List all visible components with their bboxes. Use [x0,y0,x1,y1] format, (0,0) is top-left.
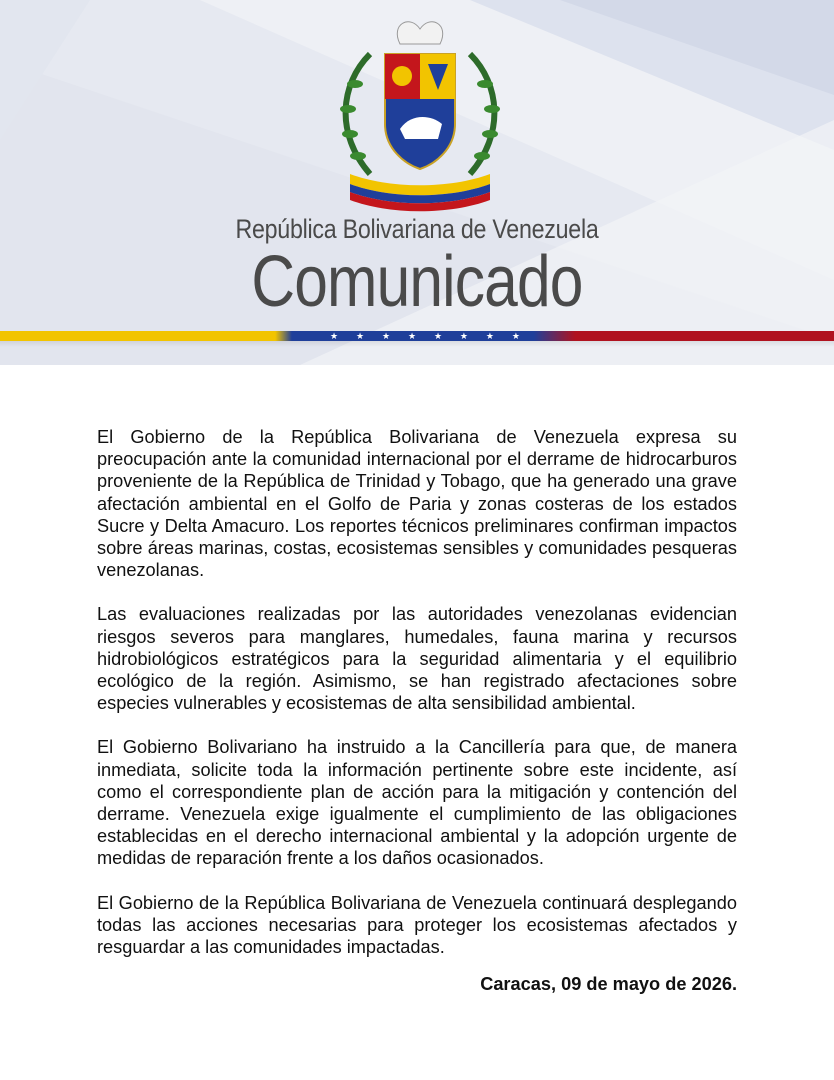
page-title: Comunicado [251,242,583,322]
communique-body [97,426,737,980]
paragraph: El Gobierno Bolivariano ha instruido a la Cancillería para que, de manera inmediata, solicite toda la información pertinente sobre este incidente, así como el correspondiente plan de acción para la mitigación y contención del derrame. Venezuela exige igualmente el cumplimiento de las obligaciones establecidas en el derecho internacional ambiental y la adopción urgente de medidas de reparación frente a los daños ocasionados. [97,737,737,869]
star-icon: ★ [485,331,494,341]
star-icon: ★ [381,331,391,341]
stripe-shadow [0,341,834,347]
coat-of-arms-icon [330,14,510,214]
paragraph: El Gobierno de la República Bolivariana de Venezuela continuará desplegando todas las acciones necesarias para proteger los ecosistemas afectados y resguardar a las comunidades impactadas. [97,892,737,958]
star-icon: ★ [407,331,417,341]
star-icon: ★ [355,331,365,341]
star-icon: ★ [433,331,443,341]
letterhead [0,0,834,365]
star-icon: ★ [511,331,520,341]
republic-name: República Bolivariana de Venezuela [235,214,599,244]
star-icon: ★ [330,331,339,341]
paragraph: El Gobierno de la República Bolivariana de Venezuela expresa su preocupación ante la comunidad internacional por el derrame de hidrocarburos proveniente de la República de Trinidad y Tobago, que ha generado una grave afectación ambiental en el Golfo de Paria y zonas costeras de los estados Sucre y Delta Amacuro. Los reportes técnicos preliminares confirman impactos sobre áreas marinas, costas, ecosistemas sensibles y comunidades pesqueras venezolanas. [97,427,737,581]
place-date: Caracas, 09 de mayo de 2026. [480,974,737,994]
paragraph: Las evaluaciones realizadas por las autoridades venezolanas evidencian riesgos severos para manglares, humedales, fauna marina y recursos hidrobiológicos estratégicos para la seguridad alimentaria y el equilibrio ecológico de la región. Asimismo, se han registrado afectaciones sobre especies vulnerables y ecosistemas de alta sensibilidad ambiental. [97,604,737,714]
star-icon: ★ [459,331,468,341]
